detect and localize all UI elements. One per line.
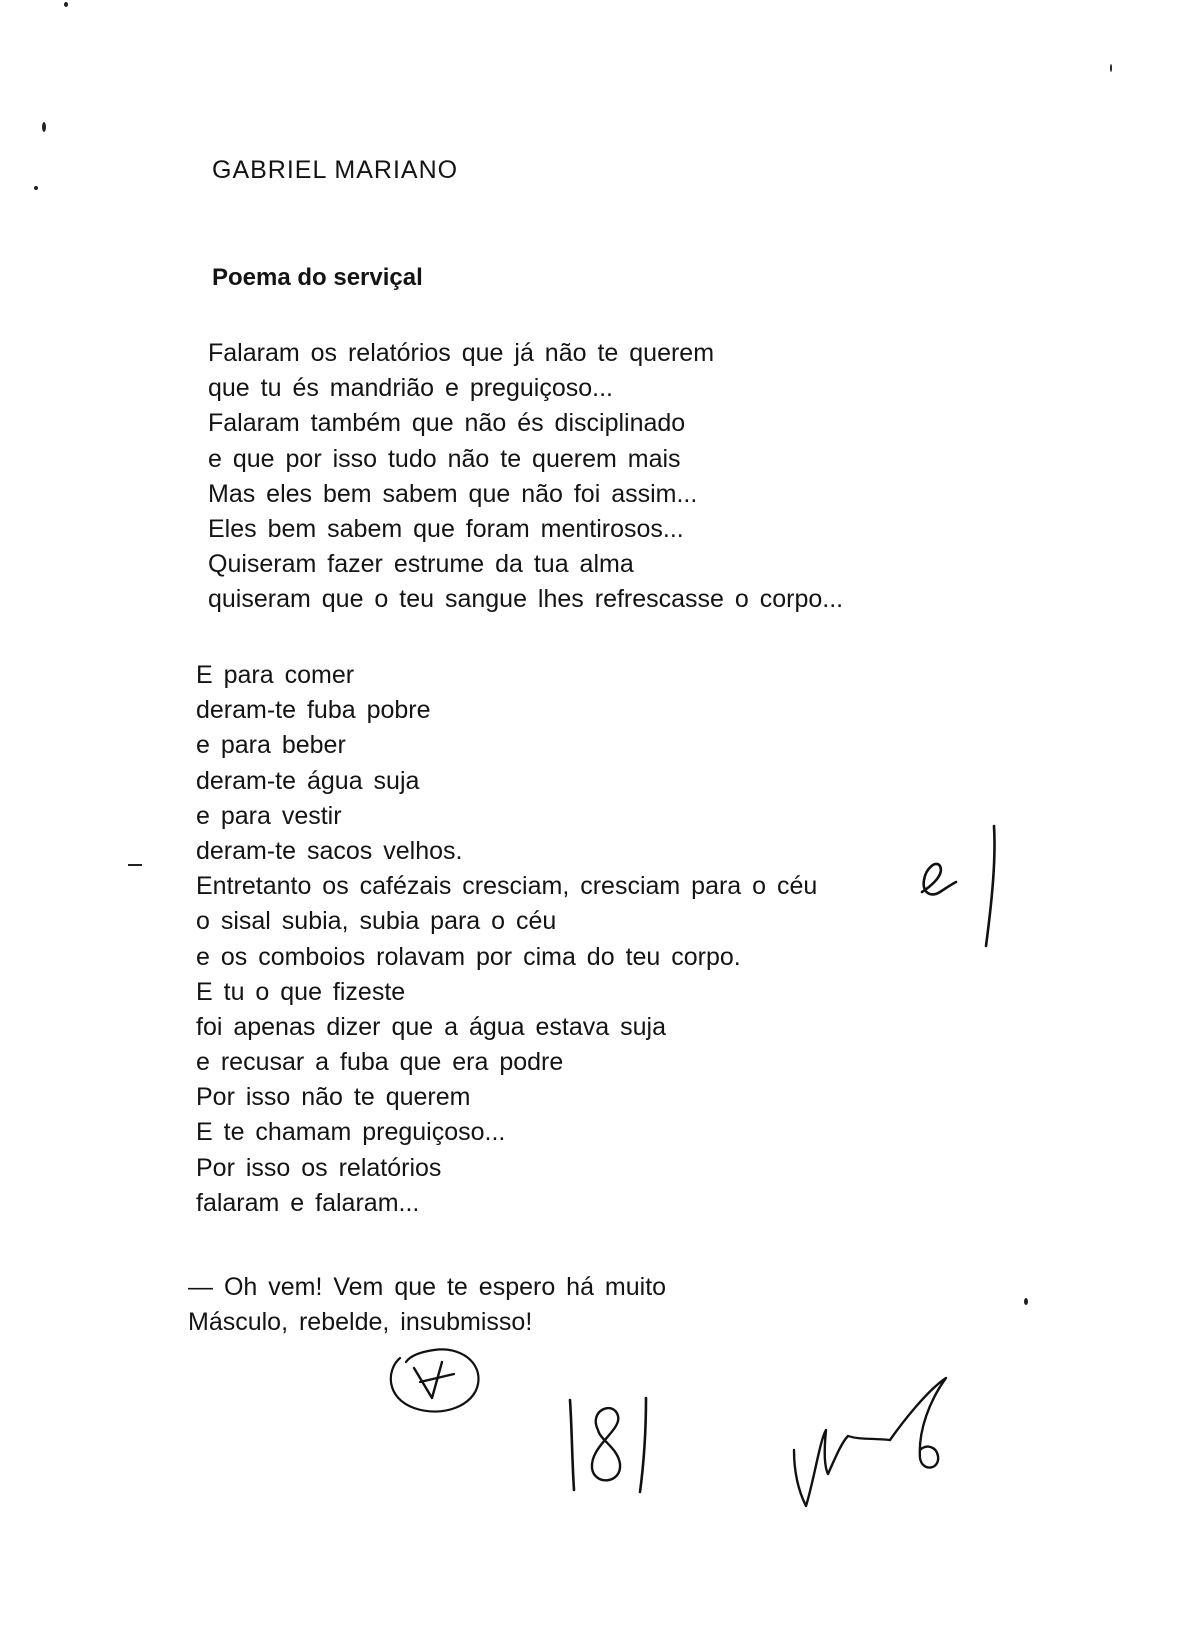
scan-speck (42, 122, 46, 132)
poem-line: e para vestir (196, 801, 342, 830)
poem-line: Eles bem sabem que foram mentirosos... (208, 514, 684, 543)
poem-line: E te chamam preguiçoso... (196, 1118, 506, 1147)
poem-line: e os comboios rolavam por cima do teu corpo. (196, 942, 741, 971)
poem-line: Entretanto os cafézais cresciam, cresciam para o céu (196, 872, 818, 901)
stanza (208, 336, 843, 618)
author-name: GABRIEL MARIANO (212, 156, 459, 184)
stanza (188, 1270, 666, 1340)
poem-line: Mas eles bem sabem que não foi assim... (208, 479, 698, 508)
signature-handwritten (780, 1370, 980, 1520)
scan-speck (1024, 1298, 1028, 1305)
poem-line: deram-te sacos velhos. (196, 836, 463, 865)
stanza (196, 658, 817, 1221)
poem-line: Por isso não te querem (196, 1083, 471, 1112)
poem-line: Másculo, rebelde, insubmisso! (188, 1308, 533, 1337)
poem-line: Falaram também que não és disciplinado (208, 409, 686, 438)
page-number-handwritten (560, 1390, 670, 1500)
scan-speck (64, 2, 68, 7)
poem-line: deram-te água suja (196, 766, 420, 795)
poem-line: Quiseram fazer estrume da tua alma (208, 550, 634, 579)
poem-line: o sisal subia, subia para o céu (196, 907, 557, 936)
poem-line: e recusar a fuba que era podre (196, 1048, 564, 1077)
poem-line: Falaram os relatórios que já não te querem (208, 339, 715, 367)
poem-line: e para beber (196, 731, 346, 760)
poem-line: Por isso os relatórios (196, 1153, 442, 1182)
poem-title: Poema do serviçal (212, 264, 423, 291)
poem-line: quiseram que o teu sangue lhes refrescasse o corpo... (208, 585, 844, 614)
poem-line: e que por isso tudo não te querem mais (208, 444, 681, 473)
poem-line: E para comer (196, 661, 355, 689)
scan-speck (34, 186, 38, 190)
circled-check-mark (380, 1340, 490, 1420)
margin-mark-handwritten (900, 820, 1020, 960)
poem-line: foi apenas dizer que a água estava suja (196, 1012, 666, 1041)
poem-line: — Oh vem! Vem que te espero há muito (188, 1273, 667, 1301)
poem-line: deram-te fuba pobre (196, 696, 431, 725)
poem-line: falaram e falaram... (196, 1188, 420, 1217)
scan-speck (128, 864, 142, 866)
poem-line: E tu o que fizeste (196, 977, 406, 1006)
poem-line: que tu és mandrião e preguiçoso... (208, 374, 613, 403)
scan-speck (1110, 64, 1112, 72)
